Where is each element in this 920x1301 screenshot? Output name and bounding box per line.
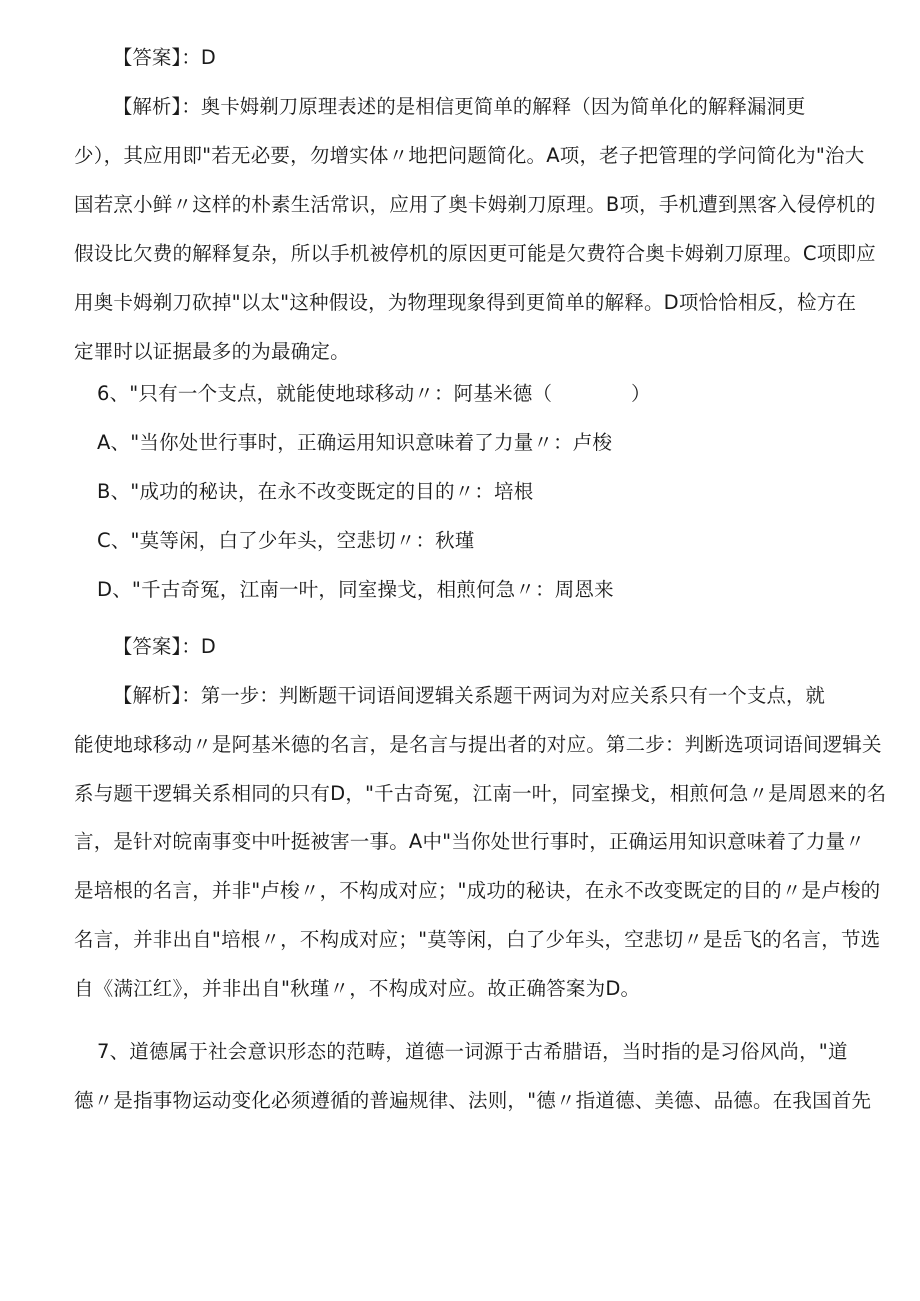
question-6-option-a: A、"当你处世行事时，正确运用知识意味着了力量〃：卢梭: [97, 431, 613, 454]
analysis-line-6-7: 自《满江红》，并非出自"秋瑾〃，不构成对应。故正确答案为D。: [74, 977, 641, 1000]
question-7-line-1: 7、道德属于社会意识形态的范畴，道德一词源于古希腊语，当时指的是习俗风尚，"道: [97, 1040, 848, 1063]
analysis-line-6-2: 能使地球移动〃是阿基米德的名言，是名言与提出者的对应。第二步：判断选项词语间逻辑关: [74, 733, 882, 756]
analysis-line-6-4: 言，是针对皖南事变中叶挺被害一事。A中"当你处世行事时，正确运用知识意味着了力量〃: [74, 830, 866, 853]
question-6-stem: 6、"只有一个支点，就能使地球移动〃：阿基米德（ ）: [97, 382, 651, 405]
analysis-line-5-5: 用奥卡姆剃刀砍掉"以太"这种假设，为物理现象得到更简单的解释。D项恰恰相反，检方在: [74, 291, 857, 314]
question-7-line-2: 德〃是指事物运动变化必须遵循的普遍规律、法则，"德〃指道德、美德、品德。在我国首先: [74, 1089, 872, 1112]
analysis-line-5-6: 定罪时以证据最多的为最确定。: [74, 340, 350, 363]
question-6-option-d: D、"千古奇冤，江南一叶，同室操戈，相煎何急〃：周恩来: [97, 578, 614, 601]
analysis-line-6-5: 是培根的名言，并非"卢梭〃，不构成对应；"成功的秘诀，在永不改变既定的目的〃是卢梭的: [74, 879, 881, 902]
analysis-line-6-3: 系与题干逻辑关系相同的只有D，"千古奇冤，江南一叶，同室操戈，相煎何急〃是周恩来的名: [74, 782, 887, 805]
analysis-line-5-1: 【解析】：奥卡姆剃刀原理表述的是相信更简单的解释（因为简单化的解释漏洞更: [113, 95, 806, 118]
answer-line-5: 【答案】：D: [113, 46, 216, 69]
analysis-line-5-3: 国若烹小鲜〃这样的朴素生活常识，应用了奥卡姆剃刀原理。B项，手机遭到黑客入侵停机的: [74, 193, 876, 216]
analysis-line-5-2: 少），其应用即"若无必要，勿增实体〃地把问题简化。A项，老子把管理的学问简化为"治大: [74, 144, 865, 167]
analysis-line-6-6: 名言，并非出自"培根〃，不构成对应；"莫等闲，白了少年头，空悲切〃是岳飞的名言，节选: [74, 928, 881, 951]
question-6-option-b: B、"成功的秘诀，在永不改变既定的目的〃：培根: [97, 480, 534, 503]
question-6-option-c: C、"莫等闲，白了少年头，空悲切〃：秋瑾: [97, 529, 475, 552]
answer-line-6: 【答案】：D: [113, 635, 216, 658]
analysis-line-5-4: 假设比欠费的解释复杂，所以手机被停机的原因更可能是欠费符合奥卡姆剃刀原理。C项即应: [74, 242, 876, 265]
analysis-line-6-1: 【解析】：第一步：判断题干词语间逻辑关系题干两词为对应关系只有一个支点，就: [113, 684, 825, 707]
